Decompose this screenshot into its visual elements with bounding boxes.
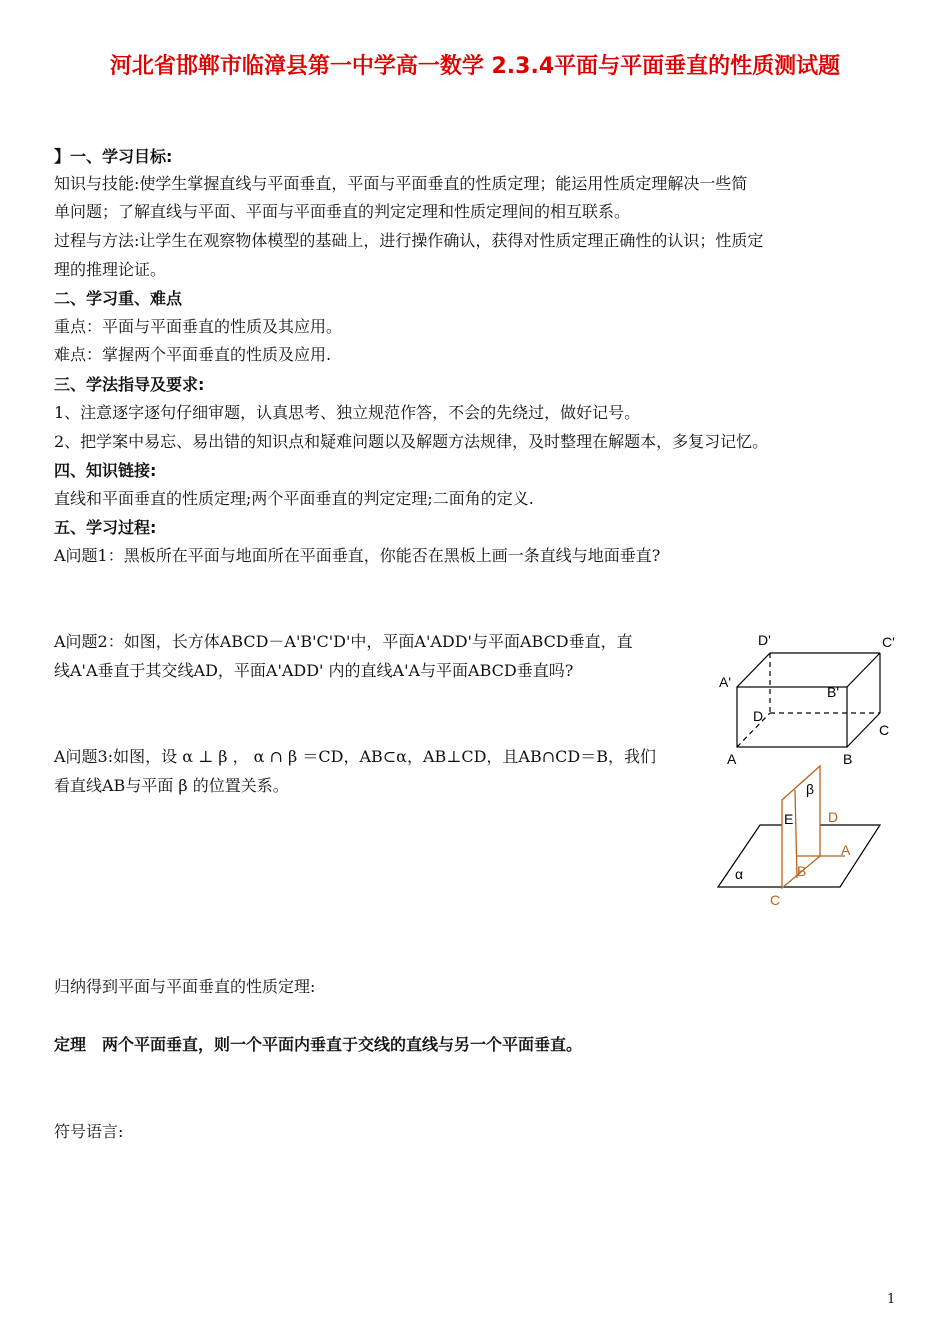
paragraph-line: 知识与技能:使学生掌握直线与平面垂直，平面与平面垂直的性质定理；能运用性质定理解决一些简	[54, 174, 748, 193]
paragraph-line: 单问题；了解直线与平面、平面与平面垂直的判定定理和性质定理间的相互联系。	[54, 202, 631, 221]
perpendicular-planes-figure	[715, 760, 890, 910]
cuboid-label-c: C	[879, 722, 890, 738]
section-heading-method: 三、学法指导及要求:	[54, 375, 205, 394]
question-3-line-2: 看直线AB与平面 β 的位置关系。	[54, 776, 289, 795]
page-number: 1	[887, 1292, 896, 1307]
question-2-line-2: 线A'A垂直于其交线AD，平面A'ADD' 内的直线A'A与平面ABCD垂直吗?	[54, 661, 574, 680]
page-title: 河北省邯郸市临漳县第一中学高一数学 2.3.4平面与平面垂直的性质测试题	[109, 54, 841, 79]
planes-label-d: D	[828, 809, 839, 825]
method-item: 2、把学案中易忘、易出错的知识点和疑难问题以及解题方法规律，及时整理在解题本，多复习记忆。	[54, 432, 769, 451]
cuboid-label-c1: C'	[882, 634, 895, 650]
section-heading-objectives: 】一、学习目标:	[54, 147, 173, 166]
cuboid-edge	[847, 653, 880, 687]
cuboid-label-b: B	[843, 751, 853, 765]
cuboid-label-d: D	[753, 708, 764, 724]
summary-text: 归纳得到平面与平面垂直的性质定理:	[54, 977, 316, 996]
section-heading-process: 五、学习过程:	[54, 518, 157, 537]
question-1: A问题1：黑板所在平面与地面所在平面垂直，你能否在黑板上画一条直线与地面垂直?	[54, 546, 661, 565]
cuboid-edge	[847, 713, 880, 747]
planes-label-alpha: α	[735, 866, 744, 882]
planes-label-b: B	[797, 863, 807, 879]
symbol-language-label: 符号语言:	[54, 1122, 124, 1141]
cuboid-label-b1: B'	[827, 684, 840, 700]
planes-label-beta: β	[806, 781, 815, 797]
cuboid-edge	[737, 653, 770, 687]
cuboid-figure	[715, 625, 910, 765]
planes-label-a: A	[841, 842, 851, 858]
paragraph-line: 理的推理论证。	[54, 260, 167, 279]
cuboid-label-a: A	[727, 751, 737, 765]
paragraph-line: 过程与方法:让学生在观察物体模型的基础上，进行操作确认，获得对性质定理正确性的认识；性质定	[54, 231, 764, 250]
cuboid-label-a1: A'	[719, 674, 732, 690]
question-3-line-1: A问题3:如图，设 α ⊥ β ， α ∩ β ＝CD，AB⊂α，AB⊥CD，且AB∩CD＝B，我们	[54, 747, 656, 766]
section-heading-link: 四、知识链接:	[54, 461, 157, 480]
method-item: 1、注意逐字逐句仔细审题，认真思考、独立规范作答，不会的先绕过，做好记号。	[54, 403, 641, 422]
planes-label-c: C	[770, 892, 781, 908]
theorem-text: 定理 两个平面垂直，则一个平面内垂直于交线的直线与另一个平面垂直。	[54, 1035, 583, 1054]
cuboid-label-d1: D'	[758, 632, 771, 648]
key-point-text: 重点：平面与平面垂直的性质及其应用。	[54, 317, 343, 336]
question-2-line-1: A问题2：如图，长方体ABCD－A'B'C'D'中，平面A'ADD'与平面ABCD垂直，直	[54, 632, 633, 651]
section-heading-focus: 二、学习重、难点	[54, 289, 183, 308]
knowledge-link-text: 直线和平面垂直的性质定理;两个平面垂直的判定定理;二面角的定义.	[54, 489, 534, 508]
difficult-point-text: 难点：掌握两个平面垂直的性质及应用.	[54, 345, 332, 364]
planes-label-e: E	[784, 811, 794, 827]
